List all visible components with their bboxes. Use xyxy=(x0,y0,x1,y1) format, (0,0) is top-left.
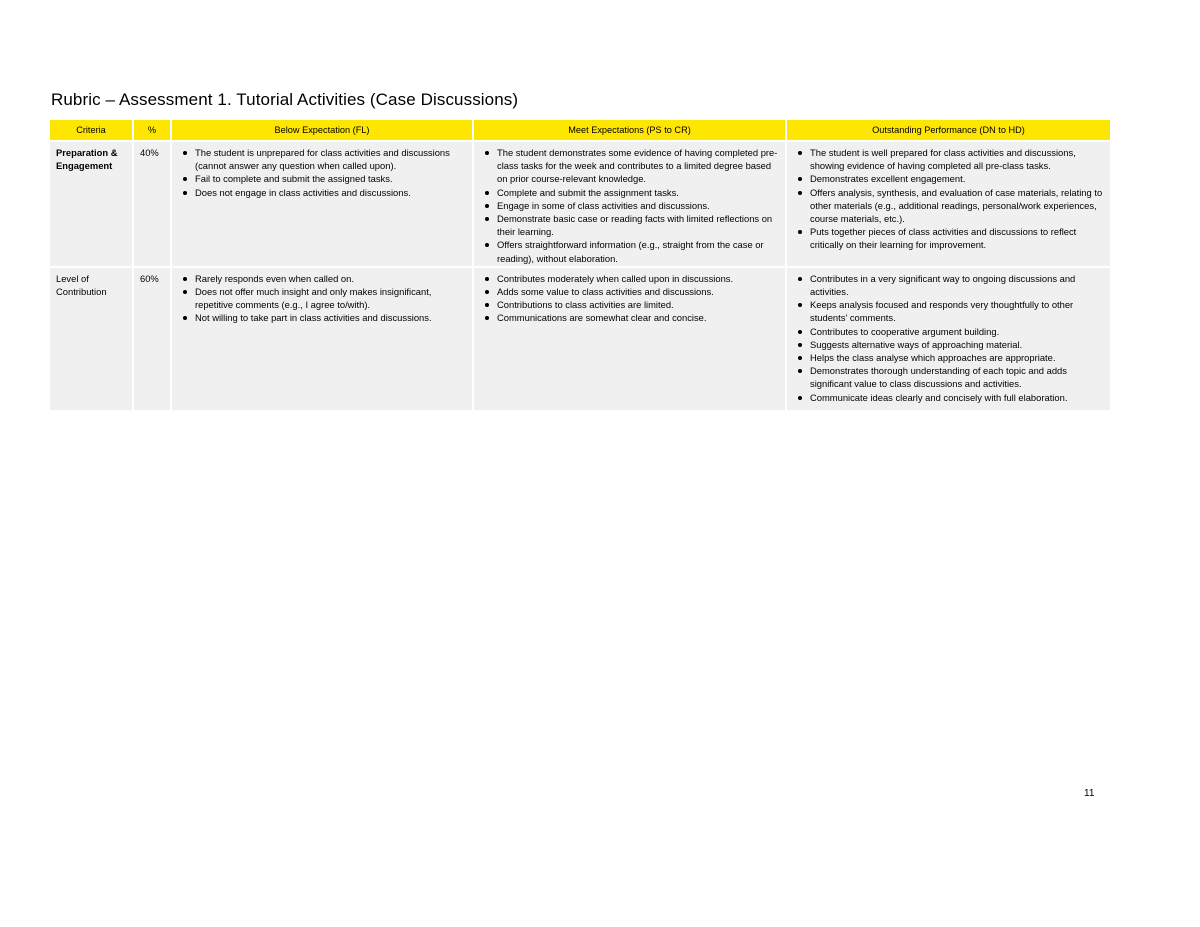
list-item: Does not offer much insight and only makes insignificant, repetitive comments (e.g., I agree to/with). xyxy=(178,285,467,311)
header-criteria: Criteria xyxy=(50,120,132,140)
list-item: Does not engage in class activities and discussions. xyxy=(178,186,467,199)
list-item: Helps the class analyse which approaches are appropriate. xyxy=(793,351,1105,364)
list-item: Adds some value to class activities and discussions. xyxy=(480,285,780,298)
list-item: Offers analysis, synthesis, and evaluation of case materials, relating to other materials (e.g., additional readings, personal/work experiences, course materials, etc.). xyxy=(793,186,1105,226)
header-meet-expectations: Meet Expectations (PS to CR) xyxy=(474,120,785,140)
below-expectation-list xyxy=(178,146,467,199)
outstanding-performance-cell xyxy=(787,268,1110,410)
list-item: Keeps analysis focused and responds very thoughtfully to other students' comments. xyxy=(793,298,1105,324)
meet-expectations-cell xyxy=(474,268,785,410)
page-title: Rubric – Assessment 1. Tutorial Activities (Case Discussions) xyxy=(51,90,519,109)
table-row xyxy=(50,268,1110,410)
outstanding-performance-cell xyxy=(787,142,1110,266)
meet-expectations-cell xyxy=(474,142,785,266)
list-item: Puts together pieces of class activities and discussions to reflect critically on their learning for improvement. xyxy=(793,225,1105,251)
list-item: Rarely responds even when called on. xyxy=(178,272,467,285)
list-item: Not willing to take part in class activities and discussions. xyxy=(178,311,467,324)
list-item: Demonstrates excellent engagement. xyxy=(793,172,1105,185)
list-item: Contributions to class activities are limited. xyxy=(480,298,780,311)
list-item: Engage in some of class activities and discussions. xyxy=(480,199,780,212)
criteria-cell xyxy=(50,142,132,266)
list-item: Demonstrates thorough understanding of each topic and adds significant value to class discussions and activities. xyxy=(793,364,1105,390)
list-item: The student is unprepared for class activities and discussions (cannot answer any question when called upon). xyxy=(178,146,467,172)
list-item: Complete and submit the assignment tasks. xyxy=(480,186,780,199)
criteria-name-line2: Engagement xyxy=(56,160,113,172)
header-below-expectation: Below Expectation (FL) xyxy=(172,120,472,140)
list-item: The student is well prepared for class activities and discussions, showing evidence of having completed all pre-class tasks. xyxy=(793,146,1105,172)
list-item: Contributes moderately when called upon in discussions. xyxy=(480,272,780,285)
below-expectation-cell xyxy=(172,142,472,266)
rubric-table xyxy=(48,118,1112,412)
criteria-cell xyxy=(50,268,132,410)
list-item: The student demonstrates some evidence of having completed pre-class tasks for the week and contributes to a limited degree based on prior course-relevant knowledge. xyxy=(480,146,780,186)
list-item: Offers straightforward information (e.g., straight from the case or reading), without elaboration. xyxy=(480,238,780,264)
list-item: Fail to complete and submit the assigned tasks. xyxy=(178,172,467,185)
meet-expectations-list xyxy=(480,272,780,325)
criteria-name-line1: Preparation & xyxy=(56,147,118,158)
criteria-name-line2: Contribution xyxy=(56,286,107,298)
below-expectation-list xyxy=(178,272,467,325)
list-item: Suggests alternative ways of approaching material. xyxy=(793,338,1105,351)
header-percent: % xyxy=(134,120,170,140)
percent-cell: 60% xyxy=(134,268,170,410)
percent-cell: 40% xyxy=(134,142,170,266)
list-item: Contributes in a very significant way to ongoing discussions and activities. xyxy=(793,272,1105,298)
header-outstanding-performance: Outstanding Performance (DN to HD) xyxy=(787,120,1110,140)
page-number: 11 xyxy=(1084,788,1095,799)
outstanding-performance-list xyxy=(793,272,1105,404)
outstanding-performance-list xyxy=(793,146,1105,252)
list-item: Communicate ideas clearly and concisely with full elaboration. xyxy=(793,391,1105,404)
table-row xyxy=(50,142,1110,266)
list-item: Contributes to cooperative argument building. xyxy=(793,325,1105,338)
meet-expectations-list xyxy=(480,146,780,265)
below-expectation-cell xyxy=(172,268,472,410)
criteria-name-line1: Level of xyxy=(56,272,89,284)
list-item: Communications are somewhat clear and concise. xyxy=(480,311,780,324)
table-header-row xyxy=(50,120,1110,140)
list-item: Demonstrate basic case or reading facts with limited reflections on their learning. xyxy=(480,212,780,238)
